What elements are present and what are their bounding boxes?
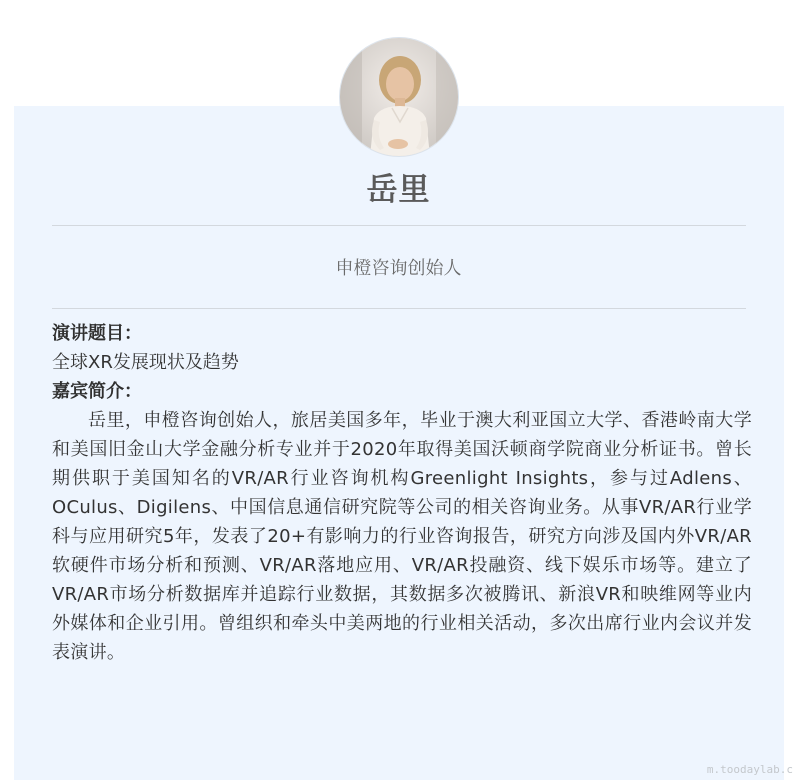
bio-label: 嘉宾简介： [52,381,142,402]
topic-label: 演讲题目： [52,323,142,344]
topic-text: 全球XR发展现状及趋势 [52,352,239,373]
speaker-title: 申橙咨询创始人 [335,258,462,279]
divider-bottom [52,308,746,309]
bio-text: 岳里，申橙咨询创始人，旅居美国多年，毕业于澳大利亚国立大学、香港岭南大学和美国旧金山大学金融分析专业并于2020年取得美国沃顿商学院商业分析证书。曾长期供职于美国知名的VR/AR行业咨询机构Greenlight Insights，参与过Adlens、OCulus、Digilens、中国信息通信研究院等公司的相关咨询业务。从事VR/AR行业学科与应用研究5年，发表了20+有影响力的行业咨询报告，研究方向涉及国内外VR/AR软硬件市场分析和预测、VR/AR落地应用、VR/AR投融资、线下娱乐市场等。建立了VR/AR市场分析数据库并追踪行业数据，其数据多次被腾讯、新浪VR和映维网等业内外媒体和企业引用。曾组织和牵头中美两地的行业相关活动，多次出席行业内会议并发表演讲。 [52,410,752,663]
speaker-avatar [340,38,458,156]
speaker-name: 岳里 [366,172,431,208]
speaker-details [52,319,752,667]
watermark: m.toodaylab.c [706,763,793,776]
divider-top [52,225,746,226]
